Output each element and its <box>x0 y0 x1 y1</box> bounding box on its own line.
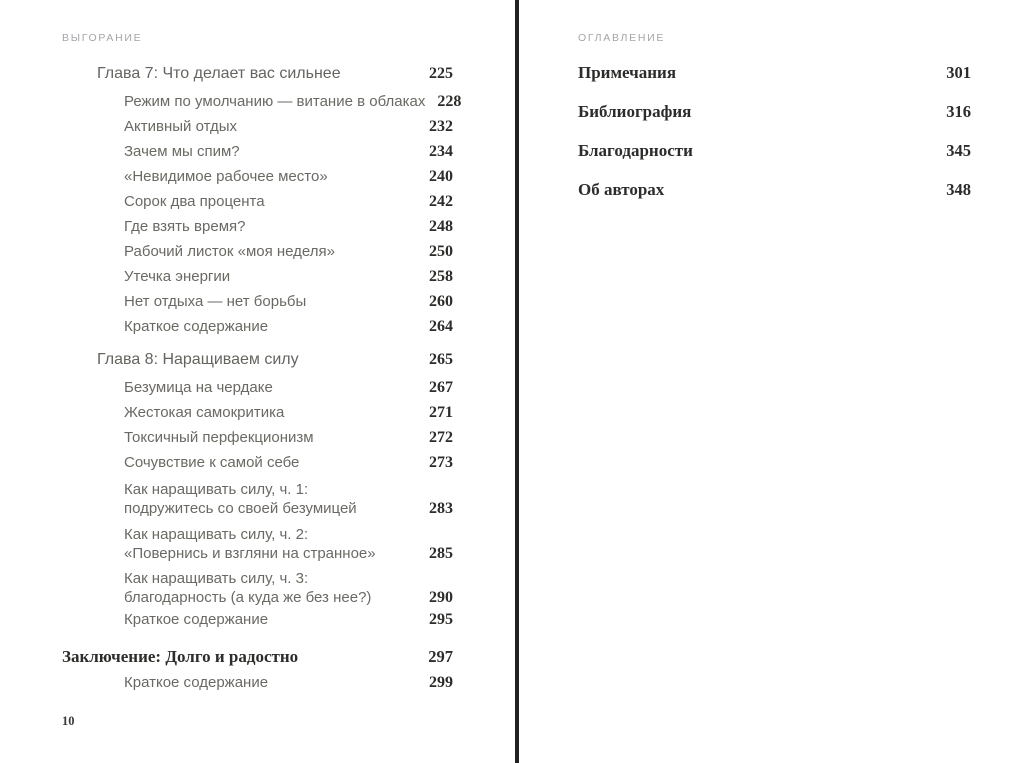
toc-entry-page: 267 <box>429 379 453 396</box>
toc-entry-label-line1: Как наращивать силу, ч. 3: <box>124 570 309 587</box>
toc-left <box>62 61 462 695</box>
toc-entry-page: 272 <box>429 429 453 446</box>
toc-entry-page: 345 <box>946 141 971 160</box>
toc-entry[interactable] <box>62 289 453 314</box>
toc-entry[interactable] <box>62 264 453 289</box>
toc-entry-label: Глава 8: Наращиваем силу <box>97 351 299 368</box>
toc-entry-label-line2: подружитесь со своей безумицей <box>124 500 357 517</box>
toc-entry-page: 248 <box>429 218 453 235</box>
toc-entry-page: 285 <box>429 545 453 562</box>
toc-entry-label: Нет отдыха — нет борьбы <box>124 293 307 310</box>
toc-entry-label: «Невидимое рабочее место» <box>124 168 328 185</box>
toc-entry-label: Сочувствие к самой себе <box>124 454 300 471</box>
toc-entry[interactable] <box>62 480 453 518</box>
toc-entry-label-line2: «Повернись и взгляни на странное» <box>124 545 376 562</box>
toc-entry-page: 295 <box>429 611 453 628</box>
toc-entry-section[interactable] <box>62 643 453 670</box>
toc-entry-label: Краткое содержание <box>124 318 269 335</box>
toc-entry-label: Безумица на чердаке <box>124 379 273 396</box>
toc-entry-label: Краткое содержание <box>124 611 269 628</box>
toc-entry-page: 299 <box>429 674 453 691</box>
running-header-right: ОГЛАВЛЕНИЕ <box>578 32 666 44</box>
toc-entry-label: Токсичный перфекционизм <box>124 429 314 446</box>
toc-entry-page: 265 <box>429 351 453 368</box>
toc-entry[interactable] <box>62 139 453 164</box>
toc-entry-section[interactable] <box>578 98 971 125</box>
toc-entry-label: Краткое содержание <box>124 674 269 691</box>
toc-entry-page: 301 <box>946 63 971 82</box>
toc-entry[interactable] <box>62 525 453 563</box>
toc-entry-page: 316 <box>946 102 971 121</box>
toc-entry[interactable] <box>62 450 453 475</box>
toc-entry[interactable] <box>62 164 453 189</box>
toc-entry[interactable] <box>62 670 453 695</box>
toc-entry[interactable] <box>62 425 453 450</box>
toc-entry[interactable] <box>62 314 453 339</box>
toc-entry-page: 258 <box>429 268 453 285</box>
toc-entry-page: 273 <box>429 454 453 471</box>
toc-entry-label <box>124 569 371 607</box>
toc-entry-label: Заключение: Долго и радостно <box>62 647 299 666</box>
toc-entry-page: 283 <box>429 500 453 517</box>
toc-entry-label <box>124 480 357 518</box>
page-right <box>519 0 1036 763</box>
toc-entry-section[interactable] <box>578 176 971 203</box>
toc-entry[interactable] <box>62 239 453 264</box>
toc-entry-page: 250 <box>429 243 453 260</box>
toc-entry-page: 228 <box>437 93 462 110</box>
toc-right <box>578 59 971 215</box>
toc-entry-label: Глава 7: Что делает вас сильнее <box>97 65 341 82</box>
toc-entry-label: Режим по умолчанию — витание в облаках <box>124 93 426 110</box>
toc-entry-label-line2: благодарность (а куда же без нее?) <box>124 589 372 606</box>
toc-entry-label: Сорок два процента <box>124 193 265 210</box>
toc-entry-page: 271 <box>429 404 453 421</box>
page-left <box>0 0 515 763</box>
toc-entry-label: Где взять время? <box>124 218 246 235</box>
toc-entry-page: 225 <box>429 65 453 82</box>
toc-entry[interactable] <box>62 607 453 632</box>
toc-entry-section[interactable] <box>578 59 971 86</box>
toc-entry-page: 264 <box>429 318 453 335</box>
toc-entry[interactable] <box>62 569 453 607</box>
running-header-left: ВЫГОРАНИЕ <box>62 32 143 44</box>
toc-entry-label: Об авторах <box>578 180 665 199</box>
toc-entry[interactable] <box>62 375 453 400</box>
toc-entry-label-line1: Как наращивать силу, ч. 2: <box>124 526 309 543</box>
toc-entry-label: Библиография <box>578 102 692 121</box>
toc-entry-label: Благодарности <box>578 141 693 160</box>
toc-entry-label: Жестокая самокритика <box>124 404 285 421</box>
toc-entry-page: 297 <box>428 647 453 666</box>
toc-entry[interactable] <box>62 89 462 114</box>
toc-entry-page: 232 <box>429 118 453 135</box>
page-number-left: 10 <box>62 714 75 728</box>
toc-entry-page: 240 <box>429 168 453 185</box>
toc-entry[interactable] <box>62 214 453 239</box>
toc-entry[interactable] <box>62 114 453 139</box>
toc-entry-label-line1: Как наращивать силу, ч. 1: <box>124 481 309 498</box>
toc-entry-label <box>124 525 376 563</box>
toc-entry-page: 234 <box>429 143 453 160</box>
toc-entry-label: Утечка энергии <box>124 268 231 285</box>
toc-entry-label: Активный отдых <box>124 118 237 135</box>
toc-entry-label: Рабочий листок «моя неделя» <box>124 243 335 260</box>
toc-entry[interactable] <box>62 400 453 425</box>
toc-entry-label: Зачем мы спим? <box>124 143 240 160</box>
toc-entry-page: 242 <box>429 193 453 210</box>
toc-entry-chapter[interactable] <box>62 61 453 86</box>
toc-entry-page: 290 <box>429 589 453 606</box>
toc-entry[interactable] <box>62 189 453 214</box>
toc-entry-label: Примечания <box>578 63 677 82</box>
toc-entry-page: 348 <box>946 180 971 199</box>
toc-entry-page: 260 <box>429 293 453 310</box>
toc-entry-chapter[interactable] <box>62 347 453 372</box>
toc-entry-section[interactable] <box>578 137 971 164</box>
